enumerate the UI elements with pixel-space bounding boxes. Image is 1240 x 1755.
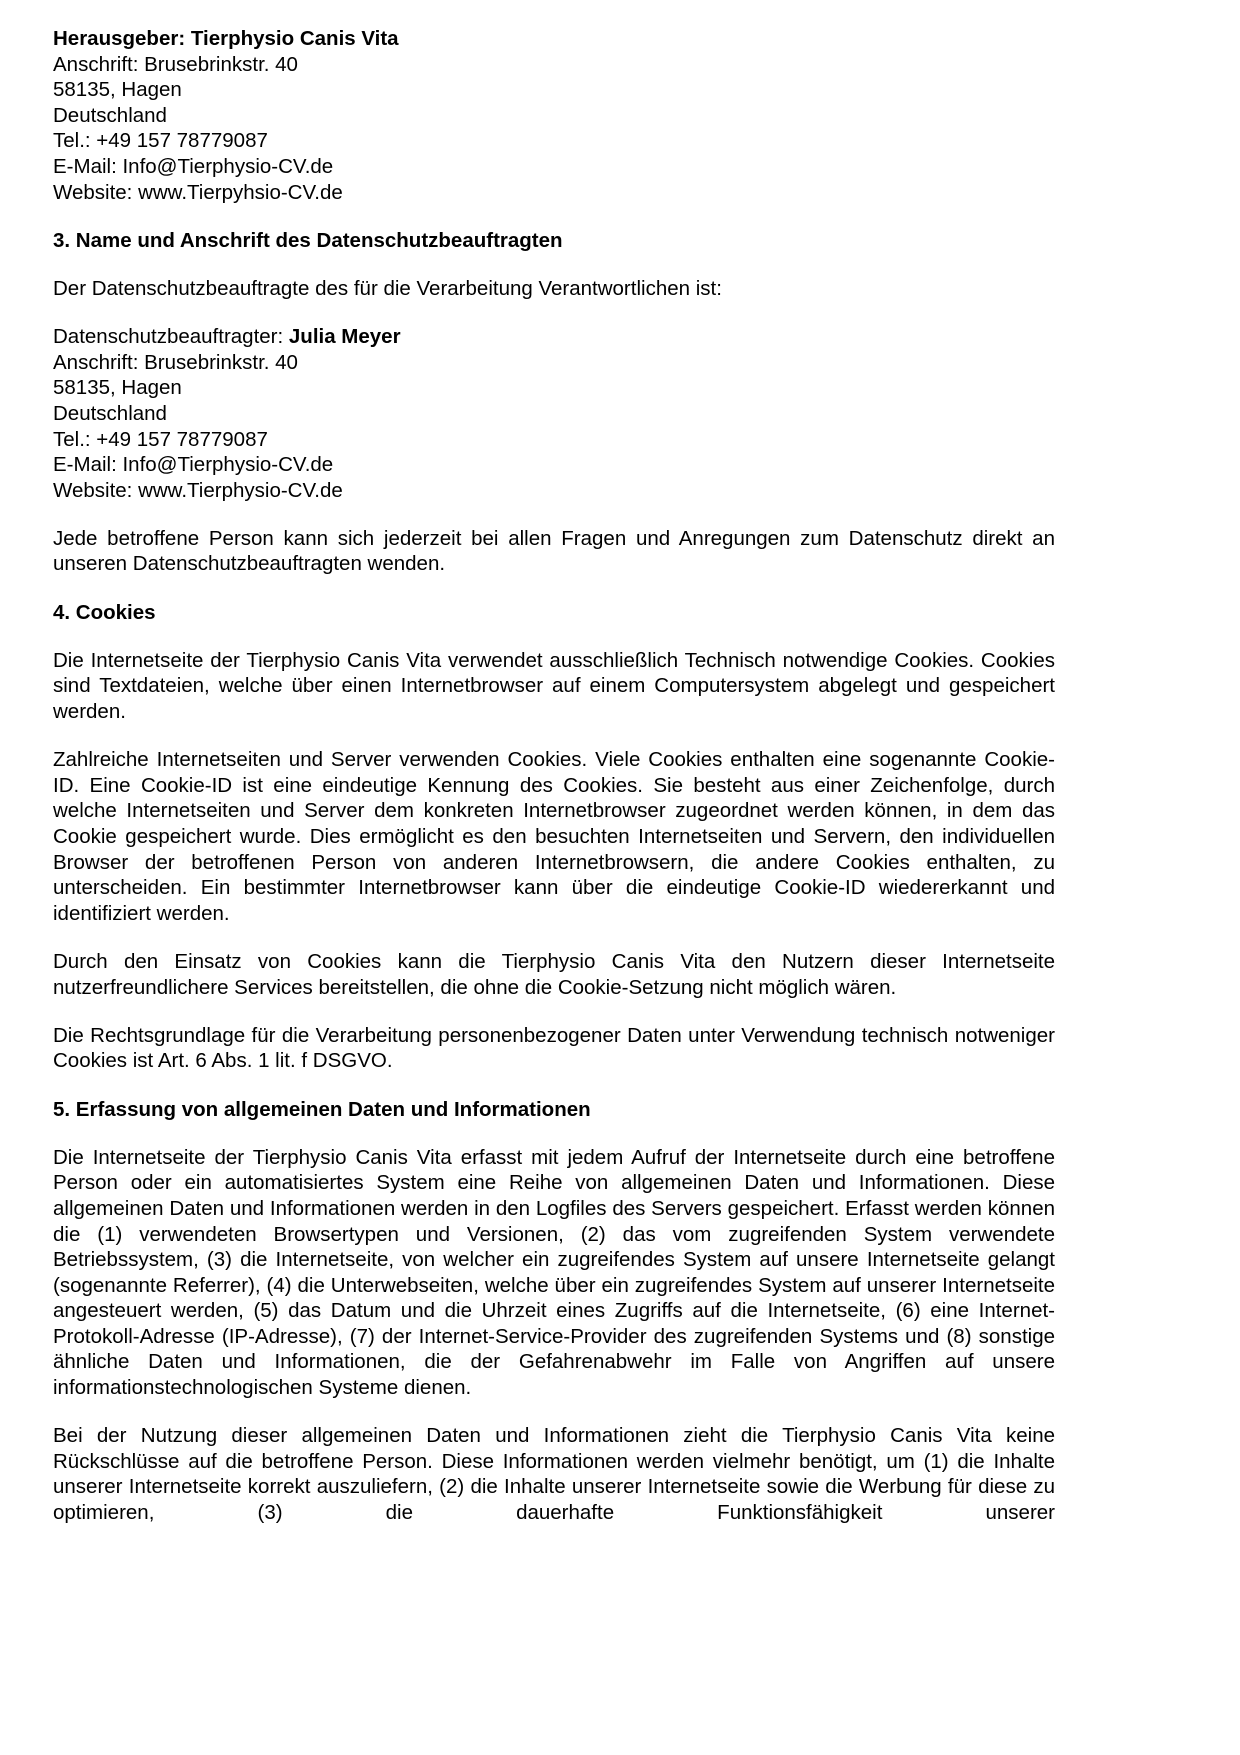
dpo-line: [53, 324, 1055, 350]
document-page: [53, 26, 1055, 1526]
section-4-paragraph-3: Durch den Einsatz von Cookies kann die Tierphysio Canis Vita den Nutzern dieser Internetseite nutzerfreundlichere Services bereitstellen, die ohne die Cookie-Setzung nicht möglich wären.: [53, 949, 1055, 999]
publisher-website: Website: www.Tierpyhsio-CV.de: [53, 180, 343, 204]
section-4-paragraph-1: Die Internetseite der Tierphysio Canis Vita verwendet ausschließlich Technisch notwendige Cookies. Cookies sind Textdateien, welche über einen Internetbrowser auf einem Computersystem abgelegt und gespeichert werden.: [53, 648, 1055, 724]
publisher-phone: Tel.: +49 157 78779087: [53, 129, 268, 153]
dpo-label: Datenschutzbeauftragter:: [53, 325, 289, 349]
dpo-name: Julia Meyer: [288, 325, 401, 349]
dpo-contact-block: [53, 324, 1055, 503]
section-4-paragraph-4: Die Rechtsgrundlage für die Verarbeitung personenbezogener Daten unter Verwendung technisch notweniger Cookies ist Art. 6 Abs. 1 lit. f DSGVO.: [53, 1023, 1055, 1073]
dpo-country: Deutschland: [53, 401, 167, 425]
publisher-block: [53, 26, 1055, 205]
dpo-city: 58135, Hagen: [53, 376, 182, 400]
section-4-heading: 4. Cookies: [53, 600, 156, 624]
dpo-address: Anschrift: Brusebrinkstr. 40: [53, 350, 298, 374]
dpo-website: Website: www.Tierphysio-CV.de: [53, 478, 343, 502]
dpo-phone: Tel.: +49 157 78779087: [53, 427, 268, 451]
section-3-contact-note: Jede betroffene Person kann sich jederzeit bei allen Fragen und Anregungen zum Datenschutz direkt an unseren Datenschutzbeauftragten wenden.: [53, 526, 1055, 576]
section-5-paragraph-2: Bei der Nutzung dieser allgemeinen Daten und Informationen zieht die Tierphysio Canis Vita keine Rückschlüsse auf die betroffene Person. Diese Informationen werden vielmehr benötigt, um (1) die Inhalte unserer Internetseite korrekt auszuliefern, (2) die Inhalte unserer Internetseite sowie die Werbung für diese zu optimieren, (3) die dauerhafte Funktionsfähigkeit unserer: [53, 1424, 1055, 1525]
section-4-paragraph-2: Zahlreiche Internetseiten und Server verwenden Cookies. Viele Cookies enthalten eine sogenannte Cookie-ID. Eine Cookie-ID ist eine eindeutige Kennung des Cookies. Sie besteht aus einer Zeichenfolge, durch welche Internetseiten und Server dem konkreten Internetbrowser zugeordnet werden können, in dem das Cookie gespeichert wurde. Dies ermöglicht es den besuchten Internetseiten und Servern, den individuellen Browser der betroffenen Person von anderen Internetbrowsern, die andere Cookies enthalten, zu unterscheiden. Ein bestimmter Internetbrowser kann über die eindeutige Cookie-ID wiedererkannt und identifiziert werden.: [53, 748, 1055, 925]
section-5-paragraph-1: Die Internetseite der Tierphysio Canis Vita erfasst mit jedem Aufruf der Internetseite durch eine betroffene Person oder ein automatisiertes System eine Reihe von allgemeinen Daten und Informationen. Diese allgemeinen Daten und Informationen werden in den Logfiles des Servers gespeichert. Erfasst werden können die (1) verwendeten Browsertypen und Versionen, (2) das vom zugreifenden System verwendete Betriebssystem, (3) die Internetseite, von welcher ein zugreifendes System auf unsere Internetseite gelangt (sogenannte Referrer), (4) die Unterwebseiten, welche über ein zugreifendes System auf unserer Internetseite angesteuert werden, (5) das Datum und die Uhrzeit eines Zugriffs auf die Internetseite, (6) eine Internet-Protokoll-Adresse (IP-Adresse), (7) der Internet-Service-Provider des zugreifenden Systems und (8) sonstige ähnliche Daten und Informationen, die der Gefahrenabwehr im Falle von Angriffen auf unsere informationstechnologischen Systeme dienen.: [53, 1145, 1055, 1400]
section-3-heading: 3. Name und Anschrift des Datenschutzbeauftragten: [53, 228, 563, 252]
publisher-heading: Herausgeber: Tierphysio Canis Vita: [53, 27, 399, 50]
publisher-city: 58135, Hagen: [53, 78, 182, 102]
publisher-country: Deutschland: [53, 103, 167, 127]
section-3-intro: Der Datenschutzbeauftragte des für die Verarbeitung Verantwortlichen ist:: [53, 276, 722, 300]
section-5-heading: 5. Erfassung von allgemeinen Daten und Informationen: [53, 1097, 591, 1121]
dpo-email: E-Mail: Info@Tierphysio-CV.de: [53, 453, 334, 477]
publisher-address: Anschrift: Brusebrinkstr. 40: [53, 52, 298, 76]
publisher-email: E-Mail: Info@Tierphysio-CV.de: [53, 154, 334, 178]
